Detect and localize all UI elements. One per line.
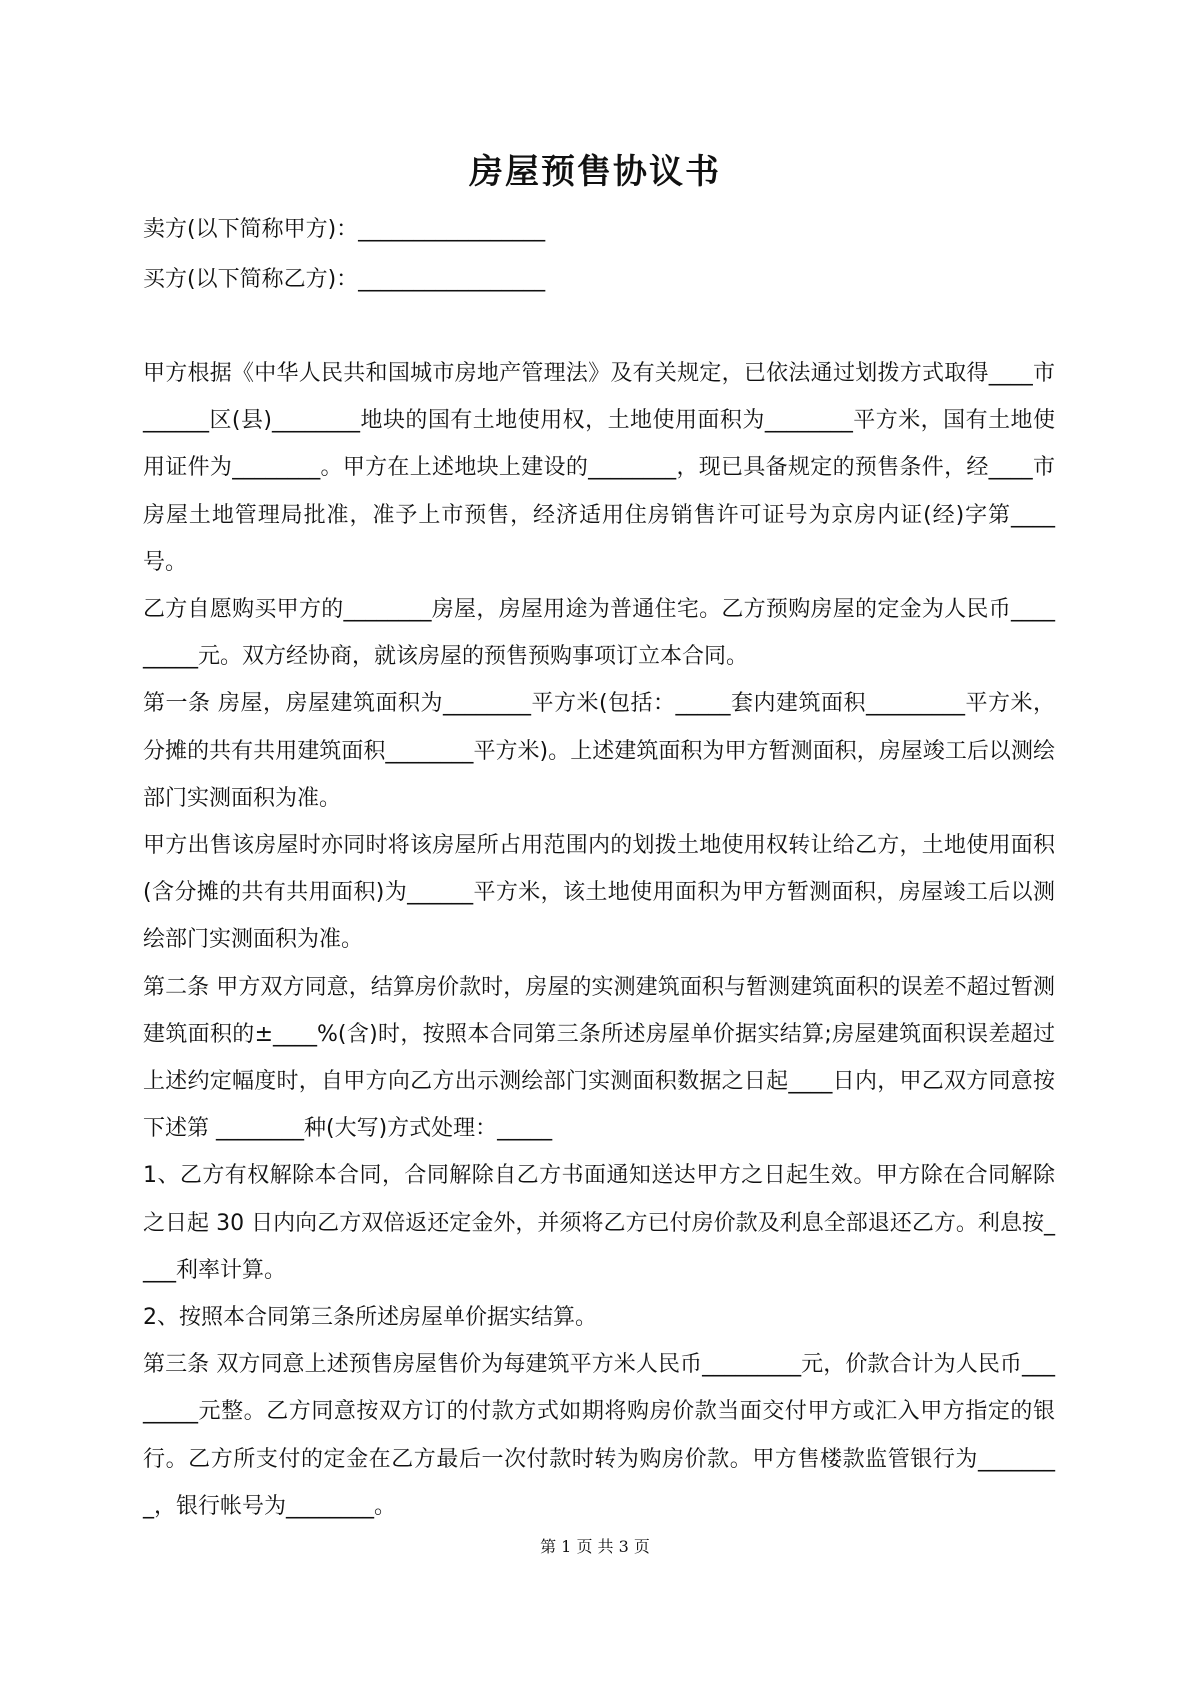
paragraph-article-1: 第一条 房屋，房屋建筑面积为________平方米(包括：_____套内建筑面积_________平方米，分摊的共有共用建筑面积________平方米)。上述建筑面积为甲方暂测面积，房屋竣工后以测绘部门实测面积为准。: [143, 691, 1055, 811]
seller-line: 卖方(以下简称甲方)：_________________: [143, 217, 546, 242]
page-number: 第 1 页 共 3 页: [540, 1537, 650, 1556]
document-title: 房屋预售协议书: [469, 152, 721, 192]
paragraph-article-3: 第三条 双方同意上述预售房屋售价为每建筑平方米人民币_________元，价款合计为人民币________元整。乙方同意按双方订的付款方式如期将购房价款当面交付甲方或汇入甲方指定的银行。乙方所支付的定金在乙方最后一次付款时转为购房价款。甲方售楼款监管银行为________，银行帐号为________。: [143, 1352, 1055, 1519]
paragraph-land-rights: 甲方根据《中华人民共和国城市房地产管理法》及有关规定，已依法通过划拨方式取得____市______区(县)________地块的国有土地使用权，土地使用面积为________平方米，国有土地使用证件为________。甲方在上述地块上建设的________，现已具备规定的预售条件，经____市房屋土地管理局批准，准予上市预售，经济适用住房销售许可证号为京房内证(经)字第____号。: [143, 361, 1055, 575]
contract-body: [143, 350, 1055, 1530]
buyer-line: 买方(以下简称乙方)：_________________: [143, 267, 546, 292]
paragraph-option-1: 1、乙方有权解除本合同，合同解除自乙方书面通知送达甲方之日起生效。甲方除在合同解除之日起 30 日内向乙方双倍返还定金外，并须将乙方已付房价款及利息全部退还乙方。利息按____利率计算。: [143, 1163, 1055, 1283]
paragraph-land-transfer: 甲方出售该房屋时亦同时将该房屋所占用范围内的划拨土地使用权转让给乙方，土地使用面积(含分摊的共有共用面积)为______平方米，该土地使用面积为甲方暂测面积，房屋竣工后以测绘部门实测面积为准。: [143, 833, 1055, 953]
paragraph-article-2: 第二条 甲方双方同意，结算房价款时，房屋的实测建筑面积与暂测建筑面积的误差不超过暂测建筑面积的±____%(含)时，按照本合同第三条所述房屋单价据实结算;房屋建筑面积误差超过上述约定幅度时，自甲方向乙方出示测绘部门实测面积数据之日起____日内，甲乙双方同意按下述第 ________种(大写)方式处理：_____: [143, 974, 1055, 1142]
paragraph-purchase-intent: 乙方自愿购买甲方的________房屋，房屋用途为普通住宅。乙方预购房屋的定金为人民币_________元。双方经协商，就该房屋的预售预购事项订立本合同。: [143, 597, 1055, 670]
paragraph-option-2: 2、按照本合同第三条所述房屋单价据实结算。: [143, 1305, 597, 1331]
